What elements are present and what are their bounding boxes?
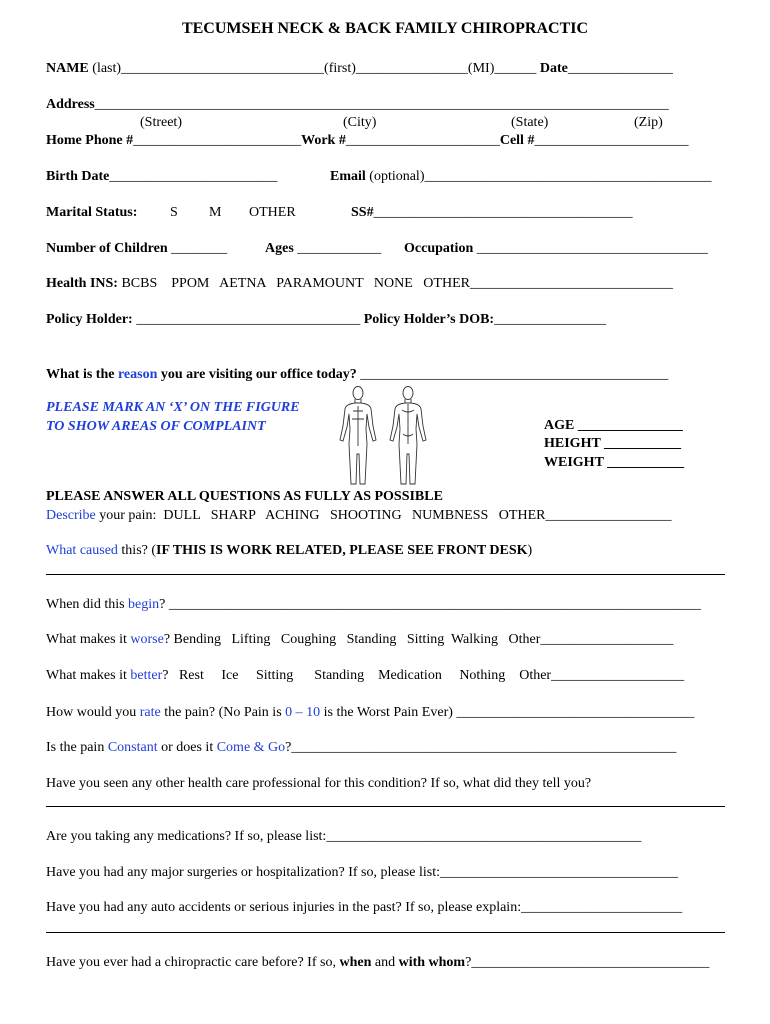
figure-instructions-1: PLEASE MARK AN ‘X’ ON THE FIGURE: [46, 400, 300, 415]
insurance-label: Health INS:: [46, 276, 118, 291]
zip-caption: (Zip): [634, 115, 663, 130]
rate-row: [46, 705, 694, 721]
policy-holder-field[interactable]: ________________________________: [132, 312, 364, 327]
worse-options[interactable]: ? Bending Lifting Coughing Standing Sitting Walking Other: [163, 632, 541, 647]
children-row: [46, 241, 227, 257]
work-phone-field[interactable]: ______________________: [345, 133, 500, 148]
medications-question: Are you taking any medications? If so, please list:: [46, 829, 327, 844]
ss-label: SS#: [351, 205, 374, 220]
reason-row: [46, 367, 668, 383]
accidents-field[interactable]: _______________________: [521, 900, 683, 915]
street-caption: (Street): [140, 115, 182, 130]
work-related-note: IF THIS IS WORK RELATED, PLEASE SEE FRONT DESK: [156, 543, 528, 558]
home-phone-field[interactable]: ________________________: [133, 133, 302, 148]
weight-field[interactable]: WEIGHT ___________: [544, 455, 685, 470]
date-field[interactable]: _______________: [567, 61, 673, 76]
better-options[interactable]: ? Rest Ice Sitting Standing Medication Nothing Other: [162, 668, 552, 683]
insurance-row: [46, 276, 673, 292]
medications-row: [46, 829, 641, 845]
reason-field[interactable]: ____________________________________________: [360, 367, 669, 382]
address-label: Address: [46, 97, 95, 112]
marital-status-label-bold: Marital Status:: [46, 205, 138, 220]
birth-date-label: Birth Date: [46, 169, 110, 184]
constant-word: Constant: [107, 740, 158, 755]
marital-option-m[interactable]: M: [209, 205, 222, 220]
rate-range: 0 – 10: [285, 705, 321, 720]
caused-row: [46, 543, 532, 559]
reason-word: reason: [117, 367, 158, 382]
chiro-whom: with whom: [398, 955, 466, 970]
rate-field[interactable]: __________________________________: [456, 705, 695, 720]
children-field[interactable]: ________: [167, 241, 228, 256]
chiro-pre: Have you ever had a chiropractic care before? If so,: [46, 955, 340, 970]
email-field[interactable]: _________________________________________: [424, 169, 712, 184]
address-field[interactable]: __________________________________________________________________________________: [94, 97, 669, 112]
begin-row: [46, 597, 701, 613]
rate-mid: the pain? (No Pain is: [160, 705, 286, 720]
ages-field[interactable]: ____________: [293, 241, 382, 256]
better-pre: What makes it: [46, 668, 131, 683]
policy-holder-label: Policy Holder:: [46, 312, 133, 327]
professional-answer-line[interactable]: [46, 806, 725, 807]
professional-question: Have you seen any other health care professional for this condition? If so, what did they tell you?: [46, 776, 592, 791]
insurance-other-field[interactable]: _____________________________: [469, 276, 673, 291]
begin-post: ?: [159, 597, 169, 612]
height-field[interactable]: HEIGHT ___________: [544, 436, 682, 451]
policy-row: [46, 312, 606, 328]
front-body-figure: [340, 387, 376, 485]
phone-row: [46, 133, 688, 149]
constant-row: [46, 740, 676, 756]
worse-row: [46, 632, 673, 648]
insurance-options[interactable]: BCBS PPOM AETNA PARAMOUNT NONE OTHER: [117, 276, 470, 291]
begin-field[interactable]: ____________________________________________________________________________: [168, 597, 701, 612]
email-optional: (optional): [365, 169, 425, 184]
better-row: [46, 668, 684, 684]
birth-date-field[interactable]: ________________________: [109, 169, 278, 184]
marital-option-s[interactable]: S: [170, 205, 178, 220]
back-body-figure: [390, 387, 426, 485]
date-label: Date: [539, 61, 568, 76]
worse-word: worse: [130, 632, 164, 647]
name-row: [46, 61, 673, 77]
state-caption: (State): [511, 115, 549, 130]
address-row: [46, 97, 669, 113]
constant-post: ?: [285, 740, 292, 755]
name-label: NAME: [46, 61, 89, 76]
age-field[interactable]: AGE _______________: [544, 418, 683, 433]
reason-pre: What is the: [46, 367, 118, 382]
accidents-question: Have you had any auto accidents or serious injuries in the past? If so, please explain:: [46, 900, 522, 915]
surgeries-question: Have you had any major surgeries or hospitalization? If so, please list:: [46, 865, 440, 880]
better-word: better: [130, 668, 163, 683]
constant-pre: Is the pain: [46, 740, 108, 755]
accidents-row: [46, 900, 682, 916]
rate-pre: How would you: [46, 705, 140, 720]
accidents-answer-line[interactable]: [46, 932, 725, 933]
medications-field[interactable]: _____________________________________________: [326, 829, 642, 844]
rate-post: is the Worst Pain Ever): [320, 705, 457, 720]
children-label: Number of Children: [46, 241, 168, 256]
worse-other-field[interactable]: ___________________: [540, 632, 674, 647]
reason-post: you are visiting our office today?: [157, 367, 361, 382]
figure-instructions-2: TO SHOW AREAS OF COMPLAINT: [46, 419, 266, 434]
describe-other-field[interactable]: __________________: [545, 508, 672, 523]
chiro-post: ?: [465, 955, 472, 970]
birth-row: [46, 169, 277, 185]
caused-answer-line[interactable]: [46, 574, 725, 575]
cell-phone-label: Cell #: [499, 133, 535, 148]
answer-heading: PLEASE ANSWER ALL QUESTIONS AS FULLY AS POSSIBLE: [46, 489, 443, 504]
policy-dob-field[interactable]: ________________: [494, 312, 607, 327]
caused-mid: this? (: [117, 543, 157, 558]
marital-option-other[interactable]: OTHER: [249, 205, 296, 220]
rate-word: rate: [139, 705, 161, 720]
constant-field[interactable]: _______________________________________________________: [291, 740, 677, 755]
email-row: [330, 169, 712, 185]
caused-end: ): [527, 543, 533, 558]
ss-field[interactable]: _____________________________________: [373, 205, 633, 220]
body-figure-diagram[interactable]: [334, 384, 436, 490]
occupation-field[interactable]: _________________________________: [473, 241, 708, 256]
chiro-when: when: [339, 955, 372, 970]
describe-word: Describe: [46, 508, 96, 523]
form-title: TECUMSEH NECK & BACK FAMILY CHIROPRACTIC: [181, 20, 589, 37]
ages-label: Ages: [265, 241, 294, 256]
describe-row: [46, 508, 671, 524]
email-label: Email: [330, 169, 366, 184]
surgeries-row: [46, 865, 678, 881]
describe-options[interactable]: your pain: DULL SHARP ACHING SHOOTING NUMBNESS OTHER: [95, 508, 546, 523]
cell-phone-field[interactable]: ______________________: [534, 133, 689, 148]
come-and-go-word: Come & Go: [216, 740, 286, 755]
work-phone-label: Work #: [301, 133, 346, 148]
begin-word: begin: [128, 597, 160, 612]
constant-mid: or does it: [157, 740, 217, 755]
name-fields[interactable]: (last)_____________________________(first)________________(MI)______: [88, 61, 540, 76]
ages-row: [265, 241, 381, 257]
better-other-field[interactable]: ___________________: [551, 668, 685, 683]
occupation-label: Occupation: [404, 241, 474, 256]
chiro-and: and: [371, 955, 399, 970]
city-caption: (City): [343, 115, 377, 130]
worse-pre: What makes it: [46, 632, 131, 647]
surgeries-field[interactable]: __________________________________: [439, 865, 678, 880]
caused-word: What caused: [46, 543, 118, 558]
occupation-row: [404, 241, 708, 257]
chiro-field[interactable]: __________________________________: [471, 955, 710, 970]
begin-pre: When did this: [46, 597, 129, 612]
policy-dob-label: Policy Holder’s DOB:: [363, 312, 495, 327]
ss-row: [351, 205, 633, 221]
chiro-row: [46, 955, 709, 971]
home-phone-label: Home Phone #: [46, 133, 134, 148]
